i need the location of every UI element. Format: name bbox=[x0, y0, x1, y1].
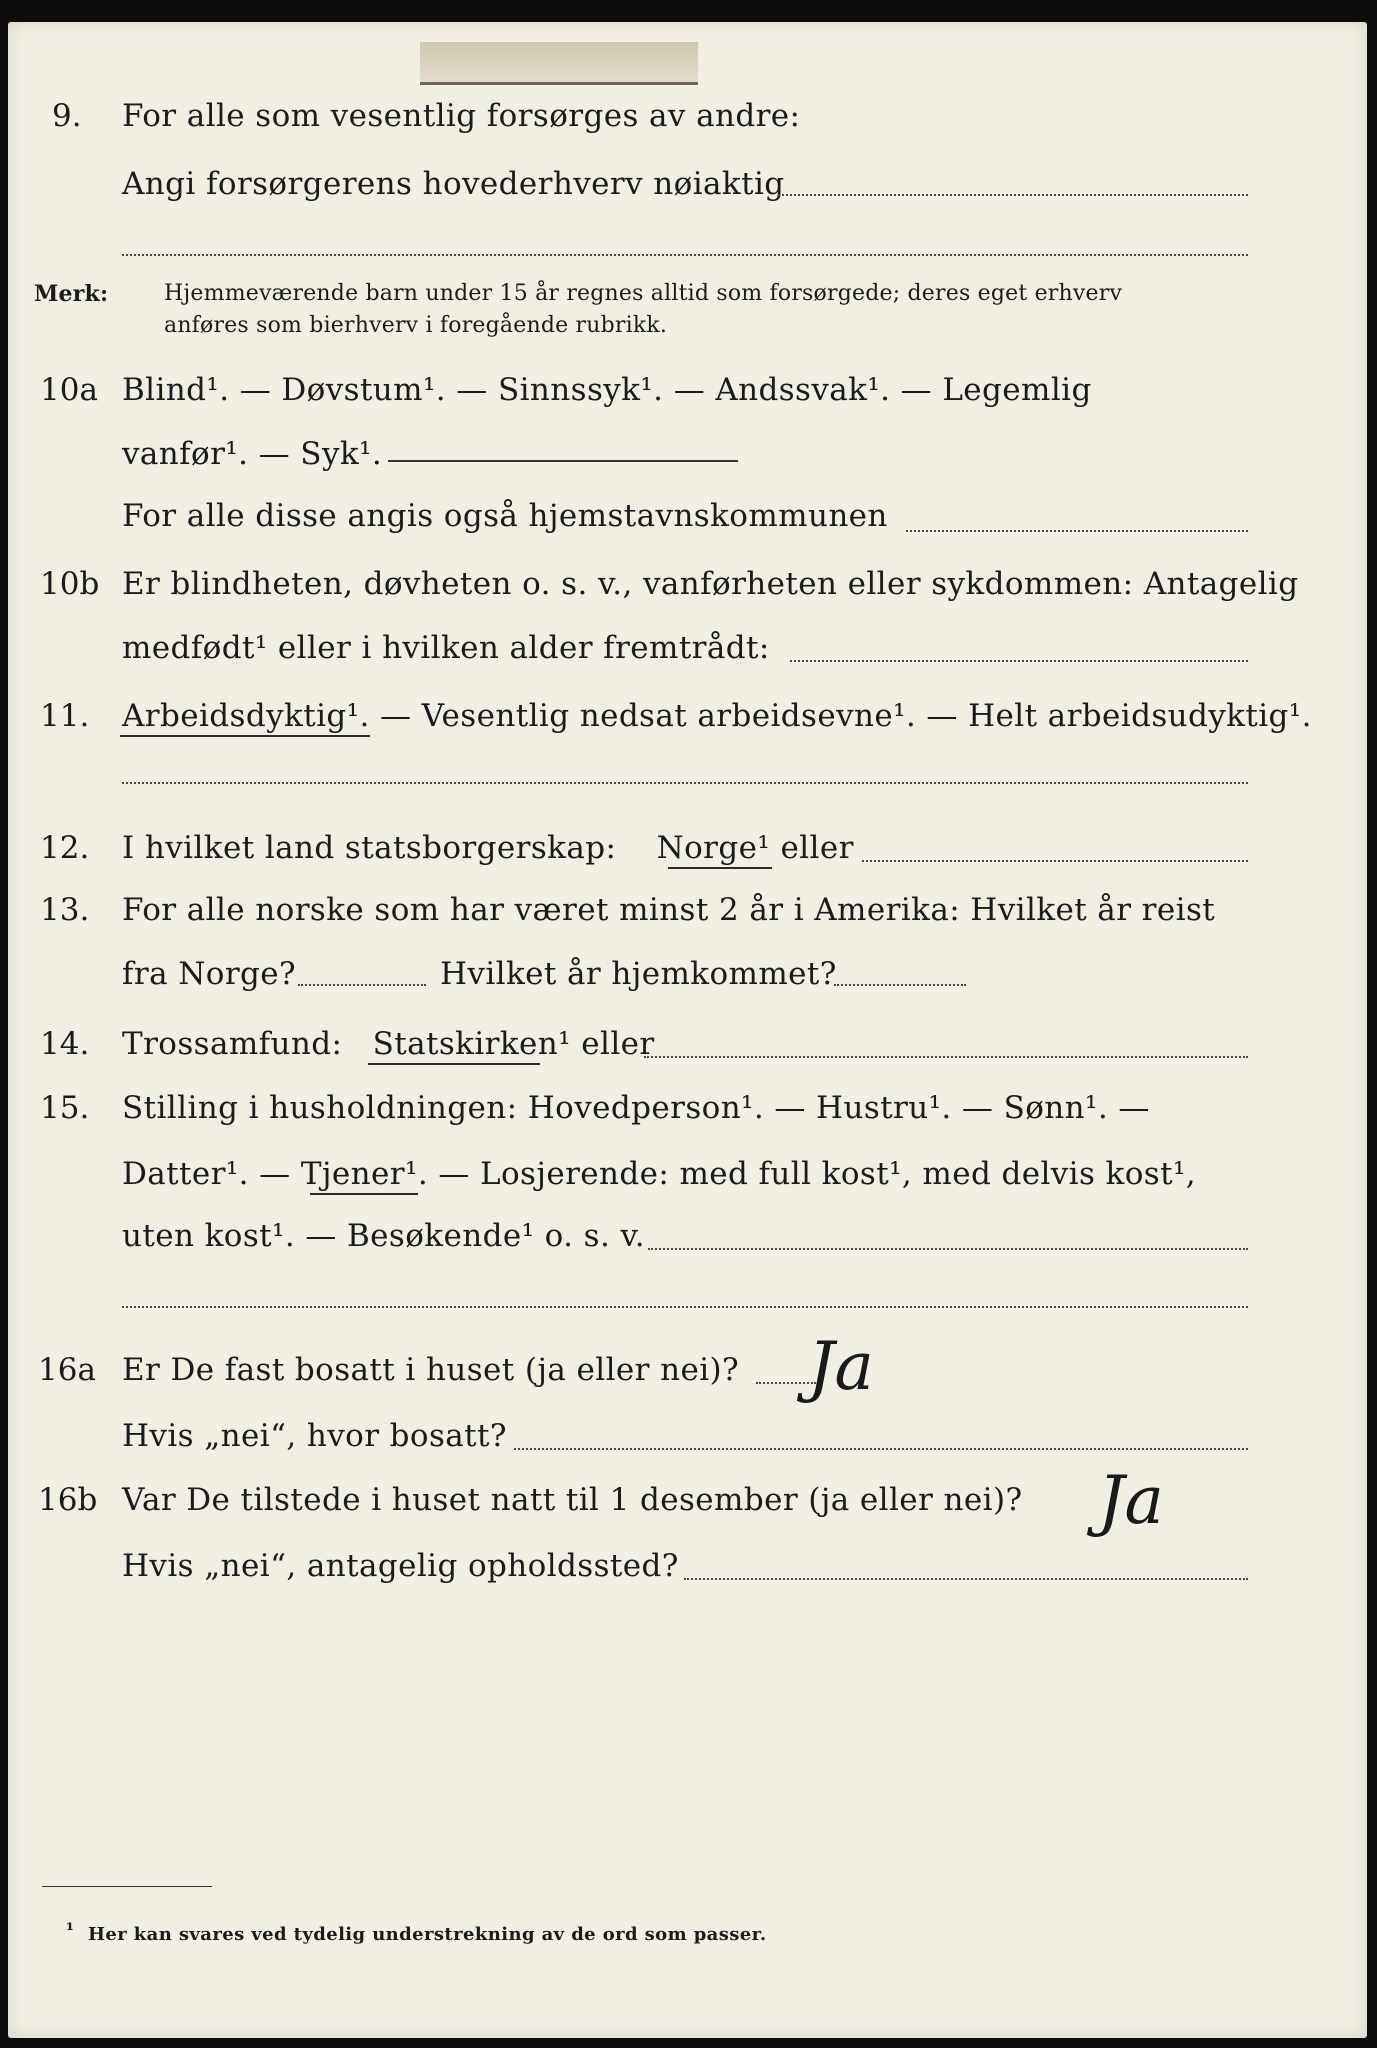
question-text bbox=[122, 830, 854, 866]
item-number: 11. bbox=[40, 698, 90, 734]
options-text: eller bbox=[571, 1026, 655, 1062]
selected-option: Norge¹ bbox=[656, 830, 771, 866]
question-text: vanfør¹. — Syk¹. bbox=[122, 436, 383, 472]
selected-option: Tjener¹ bbox=[300, 1156, 418, 1192]
question-text: Hvis „nei“, antagelig opholdssted? bbox=[122, 1548, 679, 1584]
question-text bbox=[122, 698, 1312, 734]
options-text: Datter¹. — bbox=[122, 1156, 301, 1192]
answer-line bbox=[756, 1382, 816, 1384]
note-label: Merk: bbox=[34, 281, 109, 307]
question-text: Angi forsørgerens hovederhverv nøiaktig bbox=[122, 166, 785, 202]
item-number: 15. bbox=[40, 1090, 90, 1126]
question-text: For alle som vesentlig forsørges av andre: bbox=[122, 98, 801, 134]
selected-option: Statskirken¹ bbox=[372, 1026, 571, 1062]
answer-line bbox=[790, 660, 1248, 662]
item-number: 12. bbox=[40, 830, 90, 866]
underline-mark bbox=[368, 1063, 540, 1065]
question-text: medfødt¹ eller i hvilken alder fremtrådt: bbox=[122, 630, 770, 666]
question-text: Blind¹. — Døvstum¹. — Sinnssyk¹. — Andssvak¹. — Legemlig bbox=[122, 372, 1092, 408]
question-text: Er blindheten, døvheten o. s. v., vanførheten eller sykdommen: Antagelig bbox=[122, 566, 1299, 602]
item-number: 16a bbox=[38, 1352, 96, 1388]
footnote-rule bbox=[42, 1886, 212, 1887]
selected-option: Arbeidsdyktig¹. bbox=[122, 698, 370, 734]
options-text: — Vesentlig nedsat arbeidsevne¹. — Helt arbeidsudyktig¹. bbox=[369, 698, 1312, 734]
footnote-mark: ¹ bbox=[66, 1920, 75, 1941]
question-text: Stilling i husholdningen: Hovedperson¹. — Hustru¹. — Sønn¹. — bbox=[122, 1090, 1150, 1126]
item-number: 16b bbox=[38, 1482, 98, 1518]
question-text: Hvilket år hjemkommet? bbox=[440, 956, 837, 992]
note-text: Hjemmeværende barn under 15 år regnes alltid som forsørgede; deres eget erhverv bbox=[164, 281, 1123, 306]
answer-line bbox=[648, 1248, 1248, 1250]
question-text: Var De tilstede i huset natt til 1 desember (ja eller nei)? bbox=[122, 1482, 1023, 1518]
answer-line bbox=[122, 254, 1248, 256]
item-number: 10b bbox=[40, 566, 100, 602]
underline-mark bbox=[120, 735, 370, 737]
question-text: For alle disse angis også hjemstavnskommunen bbox=[122, 498, 888, 534]
note-text: anføres som bierhverv i foregående rubrikk. bbox=[164, 313, 668, 338]
question-label: Trossamfund: bbox=[122, 1026, 353, 1062]
item-number: 10a bbox=[40, 372, 98, 408]
footnote-text: Her kan svares ved tydelig understrekning av de ord som passer. bbox=[88, 1924, 767, 1945]
answer-line bbox=[862, 860, 1248, 862]
answer-line bbox=[514, 1448, 1248, 1450]
item-number: 9. bbox=[52, 98, 82, 134]
question-text: Hvis „nei“, hvor bosatt? bbox=[122, 1418, 507, 1454]
options-text: eller bbox=[770, 830, 854, 866]
question-text: For alle norske som har været minst 2 år i Amerika: Hvilket år reist bbox=[122, 892, 1216, 928]
answer-line bbox=[834, 984, 966, 986]
question-text: uten kost¹. — Besøkende¹ o. s. v. bbox=[122, 1218, 645, 1254]
options-text: . — Losjerende: med full kost¹, med delvis kost¹, bbox=[417, 1156, 1197, 1192]
question-text bbox=[122, 1026, 655, 1062]
answer-line bbox=[906, 530, 1248, 532]
answer-line bbox=[684, 1578, 1248, 1580]
question-label: I hvilket land statsborgerskap: bbox=[122, 830, 627, 866]
question-text bbox=[122, 1156, 1196, 1192]
tape-strip bbox=[420, 42, 698, 82]
answer-line bbox=[298, 984, 426, 986]
answer-line bbox=[122, 1306, 1248, 1308]
answer-line bbox=[644, 1056, 1248, 1058]
answer-line bbox=[388, 460, 738, 462]
underline-mark bbox=[668, 867, 772, 869]
answer-line bbox=[122, 782, 1248, 784]
underline-mark bbox=[310, 1193, 418, 1195]
handwritten-answer: Ja bbox=[1098, 1462, 1164, 1539]
question-text: fra Norge? bbox=[122, 956, 297, 992]
handwritten-answer: Ja bbox=[808, 1328, 874, 1405]
item-number: 13. bbox=[40, 892, 90, 928]
question-text: Er De fast bosatt i huset (ja eller nei)? bbox=[122, 1352, 740, 1388]
census-form-page bbox=[8, 22, 1367, 2038]
answer-line bbox=[778, 194, 1248, 196]
item-number: 14. bbox=[40, 1026, 90, 1062]
